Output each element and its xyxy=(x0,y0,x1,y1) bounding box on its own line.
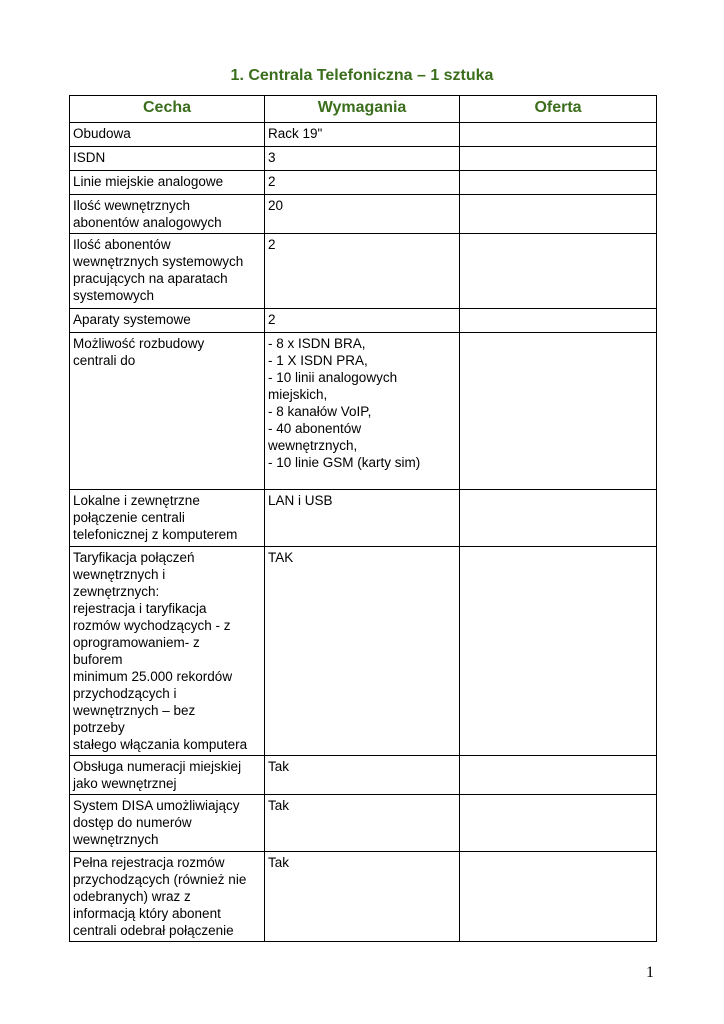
requirement-cell xyxy=(265,795,460,852)
feature-cell-line: dostęp do numerów xyxy=(73,815,192,830)
page-number: 1 xyxy=(646,964,654,981)
feature-cell xyxy=(70,309,265,333)
feature-cell-line: buforem xyxy=(73,652,123,667)
requirement-cell-line: - 8 kanałów VoIP, xyxy=(268,404,372,419)
feature-cell-line: oprogramowaniem- z xyxy=(73,635,200,650)
offer-cell xyxy=(460,309,657,333)
feature-cell-line: przychodzących i xyxy=(73,686,177,701)
requirement-cell-line: - 1 X ISDN PRA, xyxy=(268,353,368,368)
document-title: 1. Centrala Telefoniczna – 1 sztuka xyxy=(230,67,494,84)
feature-cell-line: przychodzących (również nie xyxy=(73,872,247,887)
feature-cell-line: Ilość abonentów xyxy=(73,237,171,252)
table-row xyxy=(70,123,657,147)
feature-cell-line: Obsługa numeracji miejskiej xyxy=(73,759,242,774)
feature-cell-line: jako wewnętrznej xyxy=(73,776,177,791)
table-row xyxy=(70,333,657,490)
requirement-cell-line: 2 xyxy=(268,237,276,252)
feature-cell-line: stałego włączania komputera xyxy=(73,737,248,752)
feature-cell-line: Aparaty systemowe xyxy=(73,312,191,327)
feature-cell xyxy=(70,852,265,942)
requirement-cell xyxy=(265,547,460,756)
requirement-cell-line: wewnętrznych, xyxy=(268,438,358,453)
requirements-table xyxy=(69,95,657,942)
feature-cell-line: wewnętrznych i xyxy=(73,567,166,582)
requirement-cell-line: - 10 linie GSM (karty sim) xyxy=(268,455,421,470)
feature-cell-line: Taryfikacja połączeń xyxy=(73,550,195,565)
feature-cell-line: wewnętrznych – bez xyxy=(73,703,196,718)
feature-cell xyxy=(70,171,265,195)
requirement-cell xyxy=(265,309,460,333)
offer-cell xyxy=(460,490,657,547)
table-row xyxy=(70,795,657,852)
feature-cell-line: centrali do xyxy=(73,353,136,368)
feature-cell-line: rozmów wychodzących - z xyxy=(73,618,231,633)
table-row xyxy=(70,490,657,547)
requirement-cell xyxy=(265,852,460,942)
offer-cell xyxy=(460,795,657,852)
feature-cell-line: informacją który abonent xyxy=(73,906,221,921)
requirement-cell-line: TAK xyxy=(268,550,294,565)
requirement-cell-line: Tak xyxy=(268,798,290,813)
table-row xyxy=(70,756,657,795)
table-header-row xyxy=(70,96,657,123)
feature-cell-line: połączenie centrali xyxy=(73,510,185,525)
offer-cell xyxy=(460,852,657,942)
table-row xyxy=(70,547,657,756)
requirement-cell-line: - 8 x ISDN BRA, xyxy=(268,336,366,351)
requirement-cell xyxy=(265,756,460,795)
feature-cell-line: Lokalne i zewnętrzne xyxy=(73,493,200,508)
feature-cell-line: Ilość wewnętrznych xyxy=(73,198,191,213)
requirement-cell-line: - 40 abonentów xyxy=(268,421,362,436)
feature-cell-line: zewnętrznych: xyxy=(73,584,160,599)
requirement-cell-line: Rack 19" xyxy=(268,126,323,141)
requirement-cell xyxy=(265,195,460,234)
requirement-cell xyxy=(265,333,460,490)
offer-cell xyxy=(460,333,657,490)
feature-cell-line: pracujących na aparatach xyxy=(73,271,228,286)
feature-cell-line: telefonicznej z komputerem xyxy=(73,527,238,542)
table-row xyxy=(70,171,657,195)
feature-cell xyxy=(70,195,265,234)
feature-cell-line: rejestracja i taryfikacja xyxy=(73,601,207,616)
requirement-cell xyxy=(265,123,460,147)
table-row xyxy=(70,852,657,942)
feature-cell-line: Linie miejskie analogowe xyxy=(73,174,224,189)
requirement-cell-line: miejskich, xyxy=(268,387,328,402)
feature-cell xyxy=(70,123,265,147)
feature-cell xyxy=(70,547,265,756)
requirement-cell-line: 3 xyxy=(268,150,276,165)
requirement-cell-line: LAN i USB xyxy=(268,493,333,508)
feature-cell-line: Pełna rejestracja rozmów xyxy=(73,855,225,870)
feature-cell-line: System DISA umożliwiający xyxy=(73,798,240,813)
offer-cell xyxy=(460,547,657,756)
feature-cell-line: wewnętrznych systemowych xyxy=(73,254,244,269)
table-row xyxy=(70,234,657,309)
feature-cell xyxy=(70,234,265,309)
requirement-cell-line: 2 xyxy=(268,312,276,327)
feature-cell-line: abonentów analogowych xyxy=(73,215,222,230)
header-oferta: Oferta xyxy=(460,96,657,123)
feature-cell-line: centrali odebrał połączenie xyxy=(73,923,234,938)
offer-cell xyxy=(460,147,657,171)
feature-cell-line: wewnętrznych xyxy=(73,832,159,847)
table-row xyxy=(70,147,657,171)
header-wymagania: Wymagania xyxy=(265,96,460,123)
offer-cell xyxy=(460,195,657,234)
header-cecha: Cecha xyxy=(70,96,265,123)
table-row xyxy=(70,195,657,234)
feature-cell-line: potrzeby xyxy=(73,720,125,735)
feature-cell-line: odebranych) wraz z xyxy=(73,889,191,904)
feature-cell xyxy=(70,756,265,795)
requirement-cell xyxy=(265,234,460,309)
requirement-cell-line: 20 xyxy=(268,198,284,213)
feature-cell-line: Możliwość rozbudowy xyxy=(73,336,205,351)
offer-cell xyxy=(460,123,657,147)
requirement-cell-line: Tak xyxy=(268,855,290,870)
feature-cell-line: ISDN xyxy=(73,150,106,165)
requirement-cell xyxy=(265,490,460,547)
feature-cell-line: Obudowa xyxy=(73,126,131,141)
feature-cell xyxy=(70,333,265,490)
feature-cell-line: minimum 25.000 rekordów xyxy=(73,669,233,684)
requirement-cell-line: Tak xyxy=(268,759,290,774)
requirement-cell xyxy=(265,171,460,195)
feature-cell xyxy=(70,147,265,171)
offer-cell xyxy=(460,171,657,195)
feature-cell xyxy=(70,795,265,852)
requirement-cell xyxy=(265,147,460,171)
feature-cell-line: systemowych xyxy=(73,288,155,303)
offer-cell xyxy=(460,234,657,309)
offer-cell xyxy=(460,756,657,795)
requirement-cell-line: - 10 linii analogowych xyxy=(268,370,398,385)
requirement-cell-line: 2 xyxy=(268,174,276,189)
feature-cell xyxy=(70,490,265,547)
table-row xyxy=(70,309,657,333)
